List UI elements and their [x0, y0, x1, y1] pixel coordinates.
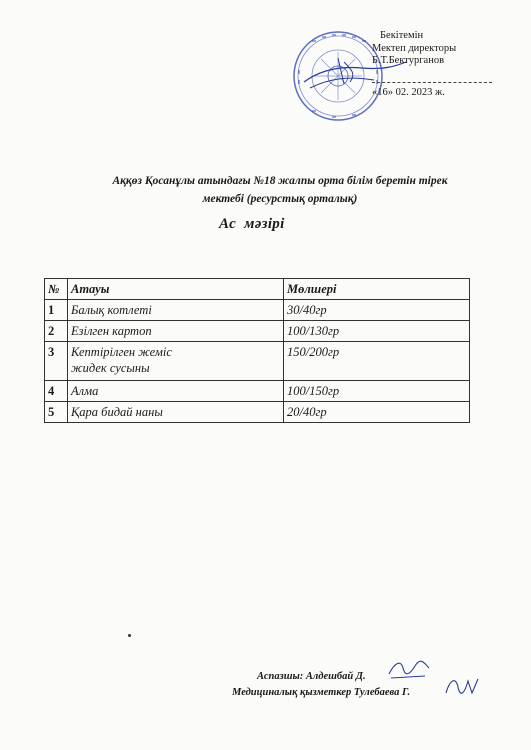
table-row [45, 381, 470, 402]
row-name: Алма [68, 381, 284, 402]
row-amount: 150/200гр [284, 342, 470, 381]
row-name: Қара бидай наны [68, 402, 284, 423]
row-number: 2 [45, 321, 68, 342]
table-row [45, 402, 470, 423]
cook-signature [385, 656, 431, 682]
row-name-line2: жидек сусыны [71, 361, 150, 375]
approval-heading: Бекітемін [380, 30, 424, 41]
header-amount: Мөлшері [284, 279, 470, 300]
table-row [45, 321, 470, 342]
table-header-row [45, 279, 470, 300]
medic-signature [442, 673, 482, 699]
table-row [45, 342, 470, 381]
school-name-line1: Аққөз Қосанұлы атындағы №18 жалпы орта білім беретін тірек [112, 175, 448, 187]
school-name [60, 172, 500, 208]
row-amount: 30/40гр [284, 300, 470, 321]
row-name-line1: Кептірілген жеміс [71, 345, 172, 359]
school-name-line2: мектебі (ресурстық орталық) [202, 193, 358, 205]
approval-director-name: Б.Т.Бектурганов [372, 55, 445, 66]
row-amount: 100/130гр [284, 321, 470, 342]
row-number: 1 [45, 300, 68, 321]
cook-signer: Аспазшы: Алдешбай Д. [257, 671, 366, 682]
header-name: Атауы [68, 279, 284, 300]
approval-signature-line [372, 82, 492, 83]
row-name: Балық котлеті [68, 300, 284, 321]
header-number: № [45, 279, 68, 300]
menu-table [44, 278, 470, 423]
menu-title: Ас мәзірі [219, 216, 285, 232]
row-number: 4 [45, 381, 68, 402]
approval-date: «16» 02. 2023 ж. [372, 86, 445, 98]
row-amount: 20/40гр [284, 402, 470, 423]
approval-position: Мектеп директоры [372, 42, 457, 54]
row-amount: 100/150гр [284, 381, 470, 402]
row-number: 3 [45, 342, 68, 381]
row-number: 5 [45, 402, 68, 423]
table-row [45, 300, 470, 321]
stray-mark [128, 634, 131, 637]
row-name: Езілген картоп [68, 321, 284, 342]
medic-signer: Медициналық қызметкер Тулебаева Г. [232, 687, 411, 698]
row-name [68, 342, 284, 381]
approval-block [372, 30, 512, 99]
